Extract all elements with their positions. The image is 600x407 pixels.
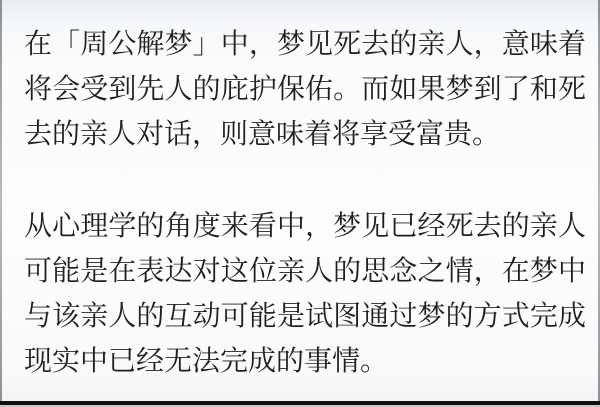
left-edge-line <box>0 0 2 401</box>
bottom-black-bar <box>0 401 600 405</box>
article-text-block <box>24 21 586 383</box>
paragraph-psychology-interpretation: 从心理学的角度来看中，梦见已经死去的亲人可能是在表达对这位亲人的思念之情，在梦中与该亲人的互动可能是试图通过梦的方式完成现实中已经无法完成的事情。 <box>24 210 586 376</box>
paragraph-zhougong-interpretation: 在「周公解梦」中，梦见死去的亲人，意味着将会受到先人的庇护保佑。而如果梦到了和死去的亲人对话，则意味着将享受富贵。 <box>24 28 586 149</box>
